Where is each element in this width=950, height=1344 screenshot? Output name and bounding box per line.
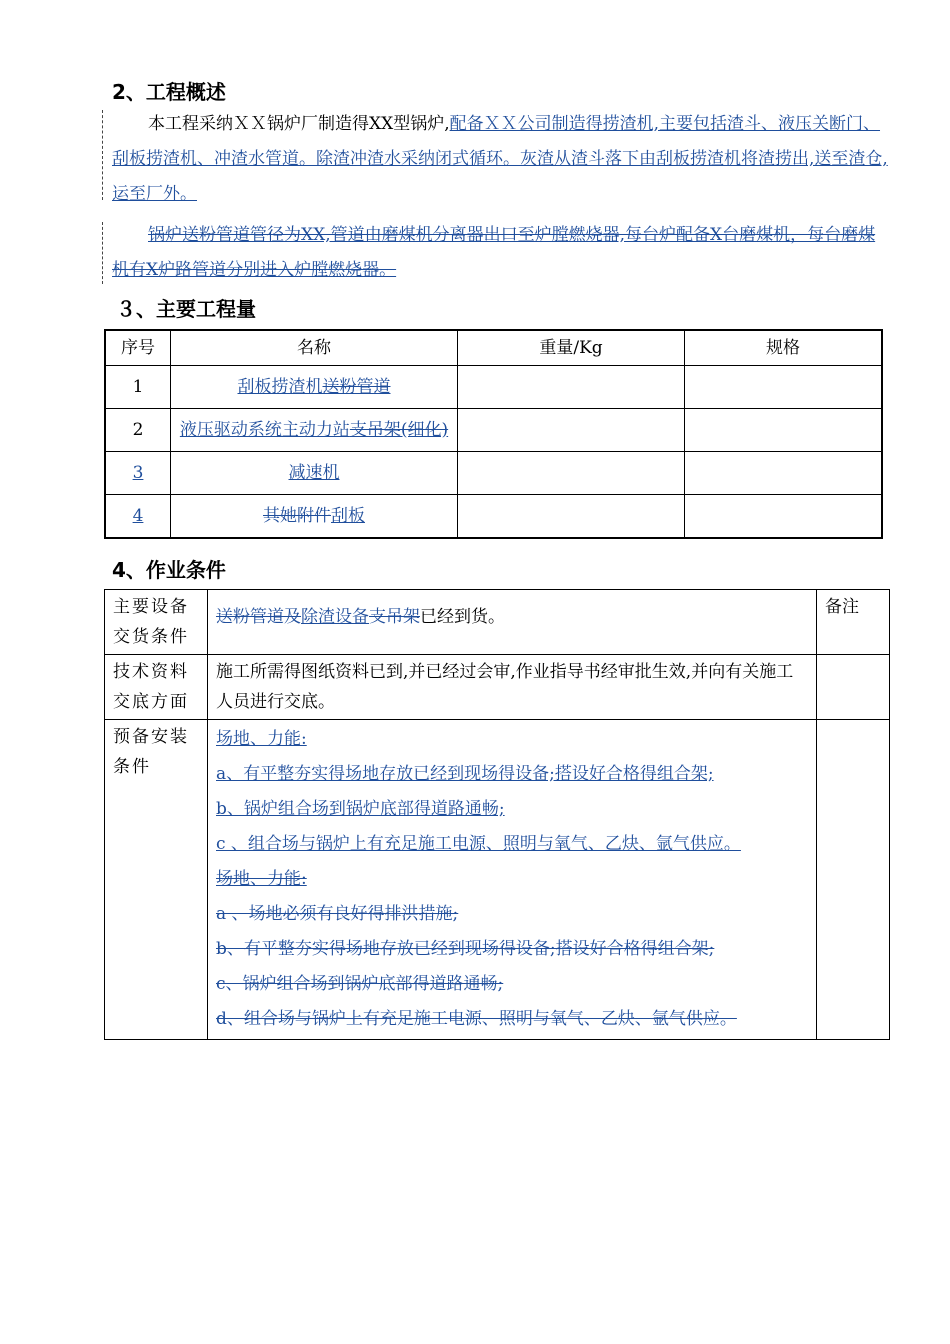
table-row — [105, 655, 890, 720]
deleted-line: c、锅炉组合场到锅炉底部得道路通畅; — [216, 974, 504, 994]
remark-cell — [817, 655, 890, 720]
inserted-line: 场地、力能: — [216, 729, 307, 749]
spec-cell — [685, 409, 883, 452]
spec-cell — [685, 495, 883, 539]
weight-cell — [458, 495, 685, 539]
section-2-heading: 2、工程概述 — [112, 80, 226, 104]
remark-cell — [817, 720, 890, 1040]
deleted-line: a 、场地必须有良好得排洪措施; — [216, 904, 459, 924]
row-number: 2 — [105, 409, 171, 452]
row-content: 送粉管道及除渣设备支吊架已经到货。 — [208, 590, 817, 655]
row-number: 4 — [105, 495, 171, 539]
section-3-heading: ３、主要工程量 — [116, 297, 256, 321]
row-label: 预备安装条件 — [105, 720, 208, 1040]
weight-cell — [458, 409, 685, 452]
conditions-table — [104, 589, 890, 1040]
column-header: 重量/Kg — [458, 330, 685, 366]
inserted-line: b、锅炉组合场到锅炉底部得道路通畅; — [216, 799, 505, 819]
weight-cell — [458, 366, 685, 409]
row-content: 施工所需得图纸资料已到,并已经过会审,作业指导书经审批生效,并向有关施工人员进行交底。 — [208, 655, 817, 720]
change-bar — [102, 110, 103, 200]
row-label: 主要设备交货条件 — [105, 590, 208, 655]
quantity-table — [104, 329, 883, 539]
table-row — [105, 495, 882, 539]
table-row — [105, 409, 882, 452]
item-name: 液压驱动系统主动力站支吊架(细化) — [171, 409, 458, 452]
remark-header: 备注 — [817, 590, 890, 655]
table-row — [105, 452, 882, 495]
row-content — [208, 720, 817, 1040]
table-row — [105, 720, 890, 1040]
inserted-line: c 、组合场与锅炉上有充足施工电源、照明与氧气、乙炔、氩气供应。 — [216, 834, 741, 854]
inserted-line: a、有平整夯实得场地存放已经到现场得设备;搭设好合格得组合架; — [216, 764, 714, 784]
item-name: 其她附件刮板 — [171, 495, 458, 539]
change-bar — [102, 222, 103, 284]
deleted-text: 锅炉送粉管道管径为XX,管道由磨煤机分离器出口至炉膛燃烧器,每台炉配备X台磨煤机，每台磨煤机有X炉路管道分别进入炉膛燃烧器。 — [112, 225, 876, 280]
deleted-line: d、组合场与锅炉上有充足施工电源、照明与氧气、乙炔、氩气供应。 — [216, 1009, 737, 1029]
row-label: 技术资料交底方面 — [105, 655, 208, 720]
deleted-line: 场地、力能: — [216, 869, 307, 889]
deleted-line: b、有平整夯实得场地存放已经到现场得设备;搭设好合格得组合架; — [216, 939, 715, 959]
weight-cell — [458, 452, 685, 495]
table-header-row — [105, 330, 882, 366]
spec-cell — [685, 452, 883, 495]
row-number: 1 — [105, 366, 171, 409]
item-name: 刮板捞渣机送粉管道 — [171, 366, 458, 409]
row-number: 3 — [105, 452, 171, 495]
inserted-text: 配备ＸＸ公司制造得捞渣机,主要包括渣斗、液压关断门、刮板捞渣机、冲渣水管道。除渣冲渣水采纳闭式循环。灰渣从渣斗落下由刮板捞渣机将渣捞出,送至渣仓,运至厂外。 — [112, 114, 888, 204]
overview-paragraph — [112, 107, 890, 212]
column-header: 序号 — [105, 330, 171, 366]
item-name: 减速机 — [171, 452, 458, 495]
spec-cell — [685, 366, 883, 409]
overview-text: 本工程采纳ＸＸ锅炉厂制造得XX型锅炉, — [148, 114, 450, 134]
pipe-paragraph — [112, 218, 890, 288]
column-header: 规格 — [685, 330, 883, 366]
table-row — [105, 366, 882, 409]
section-4-heading: 4、作业条件 — [112, 558, 226, 582]
table-row — [105, 590, 890, 655]
column-header: 名称 — [171, 330, 458, 366]
